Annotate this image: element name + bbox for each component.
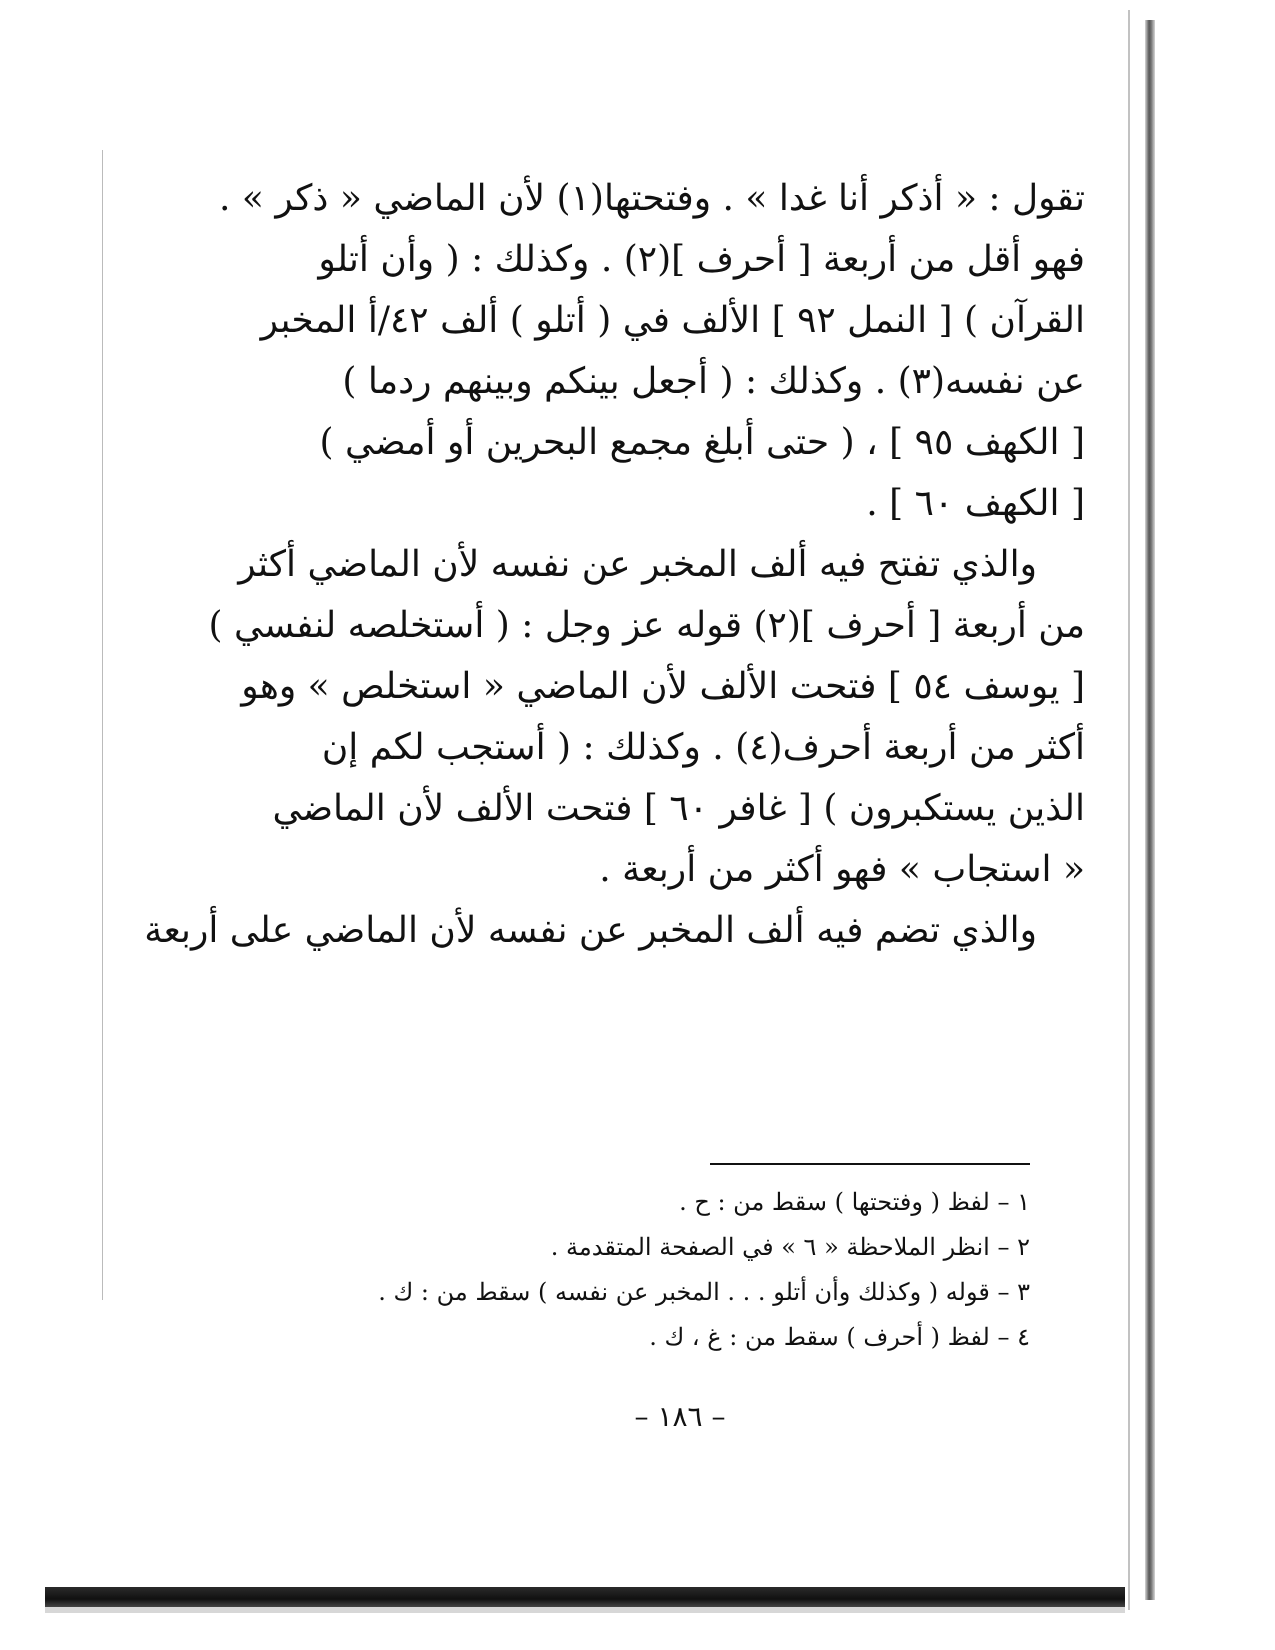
text-line: الذين يستكبرون ) [ غافر ٦٠ ] فتحت الألف لأن الماضي	[272, 788, 1085, 829]
footnote-1: ١ – لفظ ( وفتحتها ) سقط من : ح .	[679, 1188, 1030, 1216]
text-line: « استجاب » فهو أكثر من أربعة .	[599, 849, 1085, 890]
text-line: فهو أقل من أربعة [ أحرف ](٢) . وكذلك : ( وأن أتلو	[318, 239, 1085, 280]
scan-margin-line	[102, 150, 103, 1300]
paragraph-start-line: والذي تضم فيه ألف المخبر عن نفسه لأن الماضي على أربعة	[144, 910, 1037, 951]
footnote-2: ٢ – انظر الملاحظة « ٦ » في الصفحة المتقدمة .	[550, 1233, 1030, 1261]
scan-binding-edge	[1145, 20, 1155, 1600]
main-text	[144, 168, 1085, 961]
paragraph-start-line: والذي تفتح فيه ألف المخبر عن نفسه لأن الماضي أكثر	[238, 544, 1037, 585]
footnote-4: ٤ – لفظ ( أحرف ) سقط من : غ ، ك .	[649, 1323, 1030, 1351]
scan-bottom-edge	[45, 1587, 1125, 1607]
scan-bottom-shadow	[45, 1607, 1125, 1613]
footnote-separator	[710, 1163, 1030, 1165]
text-line: القرآن ) [ النمل ٩٢ ] الألف في ( أتلو ) ألف ٤٢/أ المخبر	[260, 300, 1085, 341]
text-line: من أربعة [ أحرف ](٢) قوله عز وجل : ( أستخلصه لنفسي )	[208, 605, 1085, 646]
page-number: – ١٨٦ –	[634, 1400, 726, 1433]
text-line: [ الكهف ٩٥ ] ، ( حتى أبلغ مجمع البحرين أو أمضي )	[319, 422, 1085, 463]
text-line: تقول : « أذكر أنا غدا » . وفتحتها(١) لأن الماضي « ذكر » .	[219, 178, 1085, 219]
text-line: [ يوسف ٥٤ ] فتحت الألف لأن الماضي « استخلص » وهو	[241, 666, 1085, 707]
footnotes	[330, 1180, 1030, 1360]
text-line: [ الكهف ٦٠ ] .	[866, 483, 1085, 524]
footnote-3: ٣ – قوله ( وكذلك وأن أتلو . . . المخبر عن نفسه ) سقط من : ك .	[378, 1278, 1030, 1306]
scan-binding-line	[1128, 10, 1130, 1610]
text-line: عن نفسه(٣) . وكذلك : ( أجعل بينكم وبينهم ردما )	[342, 361, 1085, 402]
text-line: أكثر من أربعة أحرف(٤) . وكذلك : ( أستجب لكم إن	[321, 727, 1085, 768]
